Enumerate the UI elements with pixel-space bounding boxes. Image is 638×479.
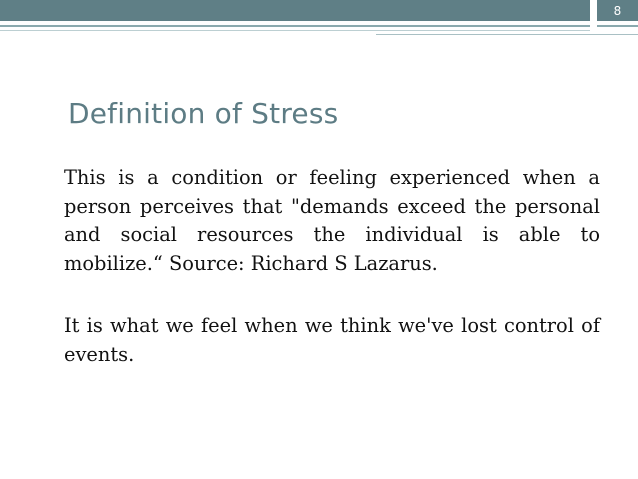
paragraph-summary: It is what we feel when we think we've lost control of events.	[64, 314, 600, 366]
header-band	[0, 0, 638, 36]
slide-title: Definition of Stress	[68, 97, 339, 130]
header-bar-left	[0, 0, 590, 21]
header-rule-3	[376, 34, 638, 35]
page-number: 8	[613, 4, 622, 18]
header-rule-1	[0, 25, 590, 27]
header-rule-2	[0, 30, 590, 31]
header-rule-4	[597, 25, 638, 27]
paragraph-definition: This is a condition or feeling experienced when a person perceives that "demands exceed the personal and social resources the individual is able to mobilize.“ Source: Richard S Lazarus.	[64, 166, 600, 275]
